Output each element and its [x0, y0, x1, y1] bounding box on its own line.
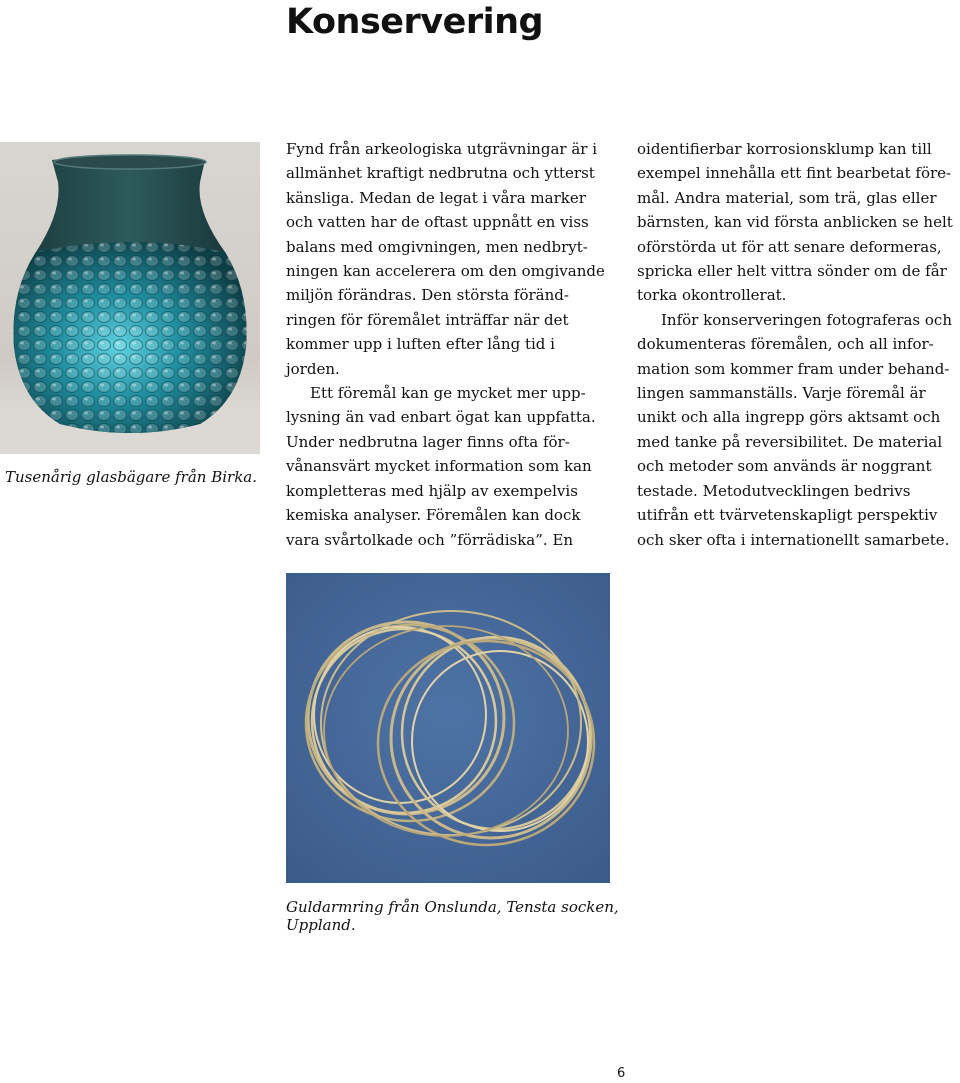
text-line: kemiska analyser. Föremålen kan dock [286, 506, 581, 525]
text-line: oidentifierbar korrosionsklump kan till [637, 140, 932, 158]
text-line: kommer upp i luften efter lång tid i [286, 335, 555, 354]
glass-beaker-caption: Tusenårig glasbägare från Birka. [5, 468, 258, 486]
text-line: Under nedbrutna lager finns ofta för- [286, 432, 570, 451]
gold-arm-ring-photo [286, 573, 610, 883]
text-line: känsliga. Medan de legat i våra marker [286, 188, 586, 207]
text-line: ningen kan accelerera om den omgivande [286, 262, 605, 281]
page-title: Konservering [286, 2, 544, 42]
text-line: kompletteras med hjälp av exempelvis [286, 481, 578, 500]
gold-arm-ring-caption [286, 898, 619, 934]
text-line: Fynd från arkeologiska utgrävningar är i [286, 140, 598, 158]
text-line: testade. Metodutvecklingen bedrivs [637, 481, 911, 500]
text-line: med tanke på reversibilitet. De material [637, 432, 943, 451]
text-line: mål. Andra material, som trä, glas eller [637, 188, 937, 207]
caption-line: Uppland. [286, 916, 356, 934]
text-line: lysning än vad enbart ögat kan uppfatta. [286, 408, 596, 427]
text-line: miljön förändras. Den största föränd- [286, 286, 569, 305]
text-line: torka okontrollerat. [637, 286, 787, 305]
text-line: jorden. [286, 359, 340, 378]
text-line: spricka eller helt vittra sönder om de får [637, 262, 947, 281]
text-column-1 [286, 137, 622, 552]
text-line: lingen sammanställs. Varje föremål är [637, 384, 926, 403]
caption-line: Guldarmring från Onslunda, Tensta socken, [286, 898, 619, 916]
text-line: vånansvärt mycket information som kan [286, 457, 592, 476]
text-line: och sker ofta i internationellt samarbete. [637, 530, 950, 549]
text-line: balans med omgivningen, men nedbryt- [286, 237, 588, 256]
glass-beaker-photo [0, 142, 260, 454]
text-line: oförstörda ut för att senare deformeras, [637, 237, 942, 256]
text-line: bärnsten, kan vid första anblicken se helt [637, 213, 953, 232]
text-line: dokumenteras föremålen, och all infor- [637, 335, 934, 354]
text-line: Ett föremål kan ge mycket mer upp- [310, 384, 586, 403]
text-line: och metoder som används är noggrant [637, 457, 932, 476]
text-line: exempel innehålla ett fint bearbetat före- [637, 164, 952, 183]
text-column-2 [637, 137, 960, 552]
text-line: ringen för föremålet inträffar när det [286, 310, 569, 329]
text-line: och vatten har de oftast uppnått en viss [286, 213, 589, 232]
text-line: vara svårtolkade och ”förrädiska”. En [286, 530, 574, 549]
text-line: Inför konserveringen fotograferas och [661, 310, 952, 329]
text-line: unikt och alla ingrepp görs aktsamt och [637, 408, 941, 427]
text-line: mation som kommer fram under behand- [637, 359, 950, 378]
text-line: allmänhet kraftigt nedbrutna och ytterst [286, 164, 595, 183]
page-number: 6 [617, 1066, 626, 1081]
text-line: utifrån ett tvärvetenskapligt perspektiv [637, 506, 938, 525]
